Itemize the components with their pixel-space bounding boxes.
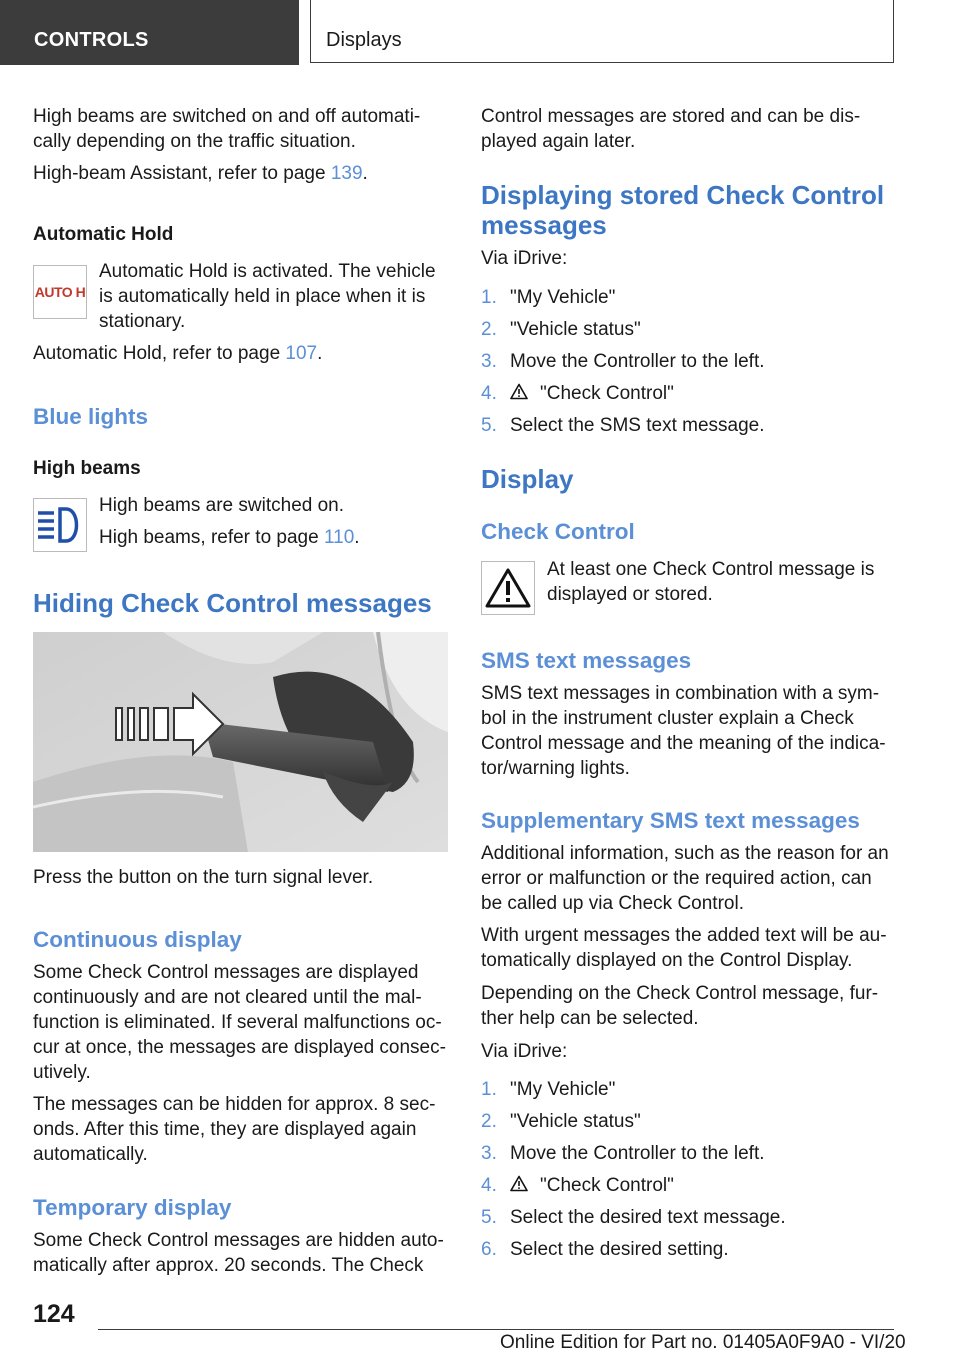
list-number: 5.: [481, 1207, 497, 1228]
paragraph: ther help can be selected.: [481, 1008, 699, 1029]
warning-icon: [510, 383, 540, 404]
paragraph: matically after approx. 20 seconds. The Check: [33, 1255, 424, 1276]
list-text: "Check Control": [510, 1173, 674, 1198]
paragraph: Additional information, such as the reason for an: [481, 843, 889, 864]
list-number: 1.: [481, 287, 497, 308]
chapter-title: Displays: [326, 29, 402, 51]
list-text: Select the desired text message.: [510, 1207, 786, 1228]
reference: High-beam Assistant, refer to page 139.: [33, 163, 368, 184]
list-text: "Vehicle status": [510, 319, 641, 340]
heading-supplementary-sms: Supplementary SMS text messages: [481, 808, 860, 833]
list-number: 3.: [481, 351, 497, 372]
warning-triangle-icon: [481, 561, 535, 615]
paragraph: played again later.: [481, 131, 636, 152]
heading-hiding-check-control: Hiding Check Control messages: [33, 588, 432, 618]
paragraph: automatically.: [33, 1144, 148, 1165]
heading-stored-messages: Displaying stored Check Control: [481, 180, 885, 210]
list-text: "Check Control": [510, 381, 674, 406]
list-number: 5.: [481, 415, 497, 436]
chapter-tab: [310, 0, 894, 63]
warning-icon: [510, 1175, 540, 1196]
paragraph: With urgent messages the added text will be au-: [481, 925, 887, 946]
page-link[interactable]: 107: [285, 343, 318, 364]
paragraph: Control message and the meaning of the indica-: [481, 733, 886, 754]
heading-stored-messages-cont: messages: [481, 210, 607, 240]
paragraph: The messages can be hidden for approx. 8 sec-: [33, 1094, 436, 1115]
paragraph: be called up via Check Control.: [481, 893, 744, 914]
list-text: Move the Controller to the left.: [510, 351, 765, 372]
heading-display: Display: [481, 464, 574, 494]
paragraph: continuously and are not cleared until the mal-: [33, 987, 422, 1008]
heading-temporary-display: Temporary display: [33, 1195, 232, 1220]
edition-note: Online Edition for Part no. 01405A0F9A0 - VI/20: [500, 1332, 906, 1353]
list-number: 2.: [481, 1111, 497, 1132]
heading-check-control: Check Control: [481, 519, 635, 544]
paragraph: Some Check Control messages are displayed: [33, 962, 419, 983]
paragraph: Press the button on the turn signal lever.: [33, 867, 374, 888]
list-number: 4.: [481, 383, 497, 404]
heading-sms-text-messages: SMS text messages: [481, 648, 692, 673]
paragraph: stationary.: [99, 311, 186, 332]
paragraph: SMS text messages in combination with a sym-: [481, 683, 880, 704]
paragraph: At least one Check Control message is: [547, 559, 875, 580]
paragraph: tomatically displayed on the Control Display.: [481, 950, 853, 971]
heading-high-beams: High beams: [33, 458, 141, 479]
list-number: 6.: [481, 1239, 497, 1260]
page-number: 124: [33, 1300, 75, 1328]
list-text: "Vehicle status": [510, 1111, 641, 1132]
paragraph: cur at once, the messages are displayed consec-: [33, 1037, 446, 1058]
list-text: "My Vehicle": [510, 287, 616, 308]
paragraph: Via iDrive:: [481, 1041, 568, 1062]
heading-automatic-hold: Automatic Hold: [33, 224, 174, 245]
footer-divider: [98, 1329, 894, 1330]
paragraph: Control messages are stored and can be dis-: [481, 106, 861, 127]
paragraph: function is eliminated. If several malfunctions oc-: [33, 1012, 442, 1033]
reference: Automatic Hold, refer to page 107.: [33, 343, 323, 364]
reference: High beams, refer to page 110.: [99, 527, 360, 548]
page-link[interactable]: 139: [330, 163, 363, 184]
list-text: "My Vehicle": [510, 1079, 616, 1100]
paragraph: Automatic Hold is activated. The vehicle: [99, 261, 436, 282]
page-link[interactable]: 110: [323, 527, 355, 548]
paragraph: error or malfunction or the required action, can: [481, 868, 872, 889]
paragraph: utively.: [33, 1062, 91, 1083]
list-number: 1.: [481, 1079, 497, 1100]
paragraph: tor/warning lights.: [481, 758, 630, 779]
paragraph: bol in the instrument cluster explain a Check: [481, 708, 854, 729]
heading-continuous-display: Continuous display: [33, 927, 242, 952]
list-text: Select the SMS text message.: [510, 415, 765, 436]
paragraph: Some Check Control messages are hidden auto-: [33, 1230, 444, 1251]
list-text: Move the Controller to the left.: [510, 1143, 765, 1164]
paragraph: is automatically held in place when it is: [99, 286, 426, 307]
auto-hold-icon: AUTO H: [33, 265, 87, 319]
section-label: CONTROLS: [34, 29, 149, 51]
paragraph: onds. After this time, they are displayed again: [33, 1119, 417, 1140]
heading-blue-lights: Blue lights: [33, 404, 149, 429]
section-tab: [0, 0, 299, 65]
paragraph: displayed or stored.: [547, 584, 713, 605]
list-number: 3.: [481, 1143, 497, 1164]
paragraph: cally depending on the traffic situation.: [33, 131, 356, 152]
list-text: Select the desired setting.: [510, 1239, 729, 1260]
list-number: 2.: [481, 319, 497, 340]
high-beam-icon: [33, 498, 87, 552]
list-number: 4.: [481, 1175, 497, 1196]
paragraph: High beams are switched on and off automati-: [33, 106, 421, 127]
paragraph: Depending on the Check Control message, fur-: [481, 983, 879, 1004]
turn-signal-lever-illustration: [33, 632, 448, 852]
paragraph: Via iDrive:: [481, 248, 568, 269]
paragraph: High beams are switched on.: [99, 495, 345, 516]
